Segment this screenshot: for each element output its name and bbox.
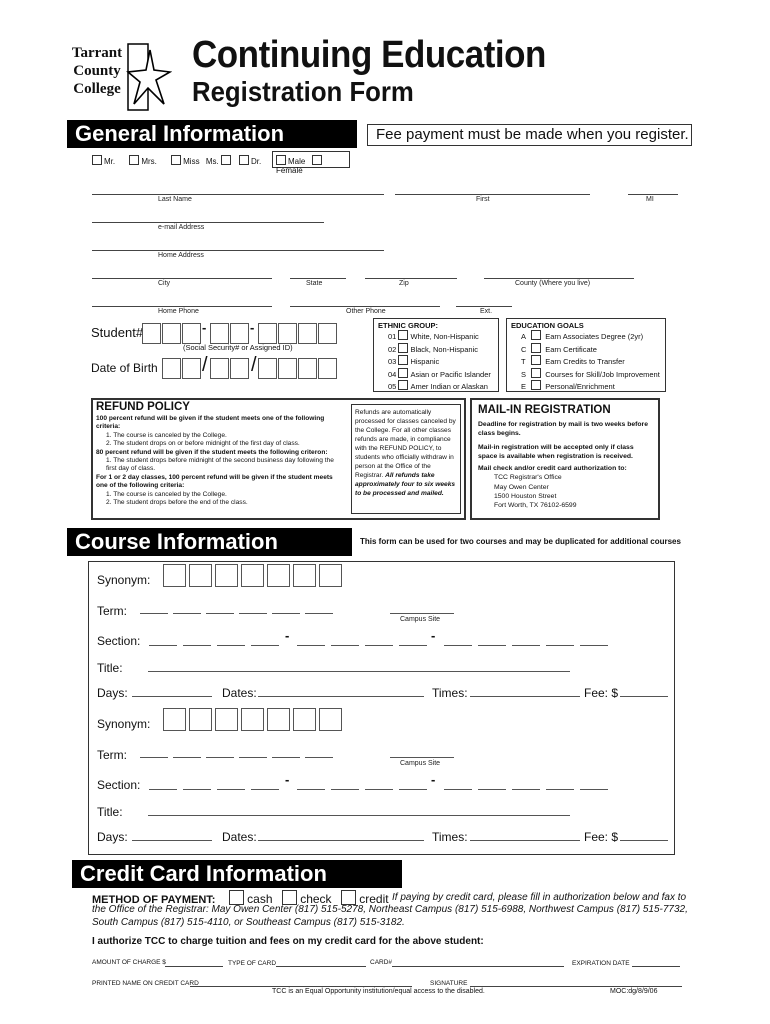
synonym-label: Synonym: — [97, 717, 151, 731]
dash-separator: - — [431, 628, 436, 643]
campus-site-field[interactable] — [390, 613, 454, 614]
days-field[interactable] — [132, 840, 212, 841]
term-field[interactable] — [206, 613, 234, 614]
course-title-field[interactable] — [148, 671, 570, 672]
ethnic-label: White, Non-Hispanic — [410, 332, 479, 341]
section-field[interactable] — [217, 645, 245, 646]
times-field[interactable] — [470, 840, 580, 841]
gender-options — [272, 151, 350, 175]
checkbox-icon — [531, 355, 541, 365]
digit-box[interactable] — [278, 323, 297, 344]
dash-separator: - — [285, 628, 290, 643]
payment-method-label: METHOD OF PAYMENT: — [92, 894, 216, 906]
mail-in-space: Mail-in registration will be accepted only if class space is available when registration is received. — [478, 443, 634, 460]
ethnic-label: Asian or Pacific Islander — [410, 369, 491, 379]
page-subtitle: Registration Form — [192, 76, 414, 107]
amount-field[interactable] — [165, 966, 223, 967]
section-field[interactable] — [546, 645, 574, 646]
section-field[interactable] — [365, 645, 393, 646]
refund-policy-line: 80 percent refund will be given if the student meets the following criteron: — [96, 448, 328, 456]
refund-side-emphasis: All refunds take approximately four to six weeks to be processed and mailed. — [355, 472, 456, 497]
synonym-digit-box[interactable] — [215, 708, 238, 731]
general-info-banner: General Information — [67, 120, 357, 148]
checkbox-icon — [239, 155, 249, 165]
checkbox-icon — [531, 330, 541, 340]
ethnic-option[interactable] — [378, 380, 494, 393]
refund-policy-line: 2. The student drops on or before midnight of the first day of class. — [106, 440, 300, 448]
section-field[interactable] — [297, 789, 325, 790]
home-address-field[interactable] — [92, 250, 384, 251]
slash-separator: / — [251, 354, 257, 376]
digit-box[interactable] — [230, 358, 249, 379]
dob-label: Date of Birth — [91, 361, 158, 375]
ethnic-option[interactable] — [378, 355, 494, 368]
term-field[interactable] — [272, 757, 300, 758]
payment-credit[interactable]: credit — [341, 892, 389, 906]
refund-policy-line: 1. The course is canceled by the College. — [106, 431, 227, 439]
logo-line-1: Tarrant — [71, 45, 123, 61]
course-title-field[interactable] — [148, 815, 570, 816]
address-line: May Owen Center — [494, 483, 549, 491]
checkbox-icon — [171, 155, 181, 165]
goal-label: Courses for Skill/Job Improvement — [545, 369, 660, 379]
checkbox-icon — [276, 155, 286, 165]
synonym-digit-box[interactable] — [293, 564, 316, 587]
city-field[interactable] — [92, 278, 272, 279]
address-line: TCC Registrar's Office — [494, 474, 562, 482]
section-field[interactable] — [217, 789, 245, 790]
times-label: Times: — [432, 686, 468, 700]
zip-label: Zip — [399, 280, 409, 287]
dates-field[interactable] — [258, 840, 424, 841]
synonym-digit-box[interactable] — [241, 564, 264, 587]
synonym-label: Synonym: — [97, 573, 151, 587]
goal-option[interactable] — [511, 355, 661, 368]
zip-field[interactable] — [365, 278, 457, 279]
payment-check[interactable]: check — [282, 892, 332, 906]
goal-code: C — [521, 344, 527, 354]
section-field[interactable] — [251, 645, 279, 646]
checkbox-icon — [398, 368, 408, 378]
fee-field[interactable] — [620, 696, 668, 697]
slash-separator: / — [202, 354, 208, 376]
refund-policy-line: 1. The course is canceled by the College. — [106, 490, 227, 498]
ethnic-code: 04 — [388, 369, 397, 379]
term-field[interactable] — [272, 613, 300, 614]
checkbox-icon — [221, 155, 231, 165]
ethnic-label: Black, Non-Hispanic — [410, 344, 478, 354]
signature-label: SIGNATURE — [430, 980, 468, 987]
section-field[interactable] — [365, 789, 393, 790]
ethnic-code: 02 — [388, 344, 397, 354]
course-note: This form can be used for two courses and may be duplicated for additional courses — [360, 537, 681, 546]
first-name-field[interactable] — [395, 194, 590, 195]
section-field[interactable] — [444, 645, 472, 646]
ethnic-group-title: ETHNIC GROUP: — [378, 321, 438, 330]
ethnic-option[interactable] — [378, 330, 494, 343]
synonym-digit-box[interactable] — [319, 564, 342, 587]
title-label: Title: — [97, 805, 123, 819]
fee-notice: Fee payment must be made when you register. — [367, 124, 692, 146]
digit-box[interactable] — [182, 358, 201, 379]
gender-male[interactable]: Male — [276, 157, 305, 166]
digit-box[interactable] — [298, 323, 317, 344]
section-field[interactable] — [399, 789, 427, 790]
digit-box[interactable] — [298, 358, 317, 379]
times-label: Times: — [432, 830, 468, 844]
dash-separator: - — [202, 320, 207, 335]
salutation-mr[interactable]: Mr. — [92, 157, 115, 166]
logo-line-2: County — [73, 63, 121, 79]
goal-label: Earn Credits to Transfer — [545, 357, 625, 367]
salutation-options — [92, 155, 261, 166]
state-label: State — [306, 280, 323, 287]
section-field[interactable] — [444, 789, 472, 790]
checkbox-icon — [92, 155, 102, 165]
goal-code: S — [521, 369, 527, 379]
printed-name-field[interactable] — [190, 986, 412, 987]
goal-code: A — [521, 332, 527, 341]
digit-box[interactable] — [142, 323, 161, 344]
salutation-ms[interactable]: Ms. — [206, 157, 233, 166]
synonym-digit-box[interactable] — [319, 708, 342, 731]
title-label: Title: — [97, 661, 123, 675]
term-field[interactable] — [239, 757, 267, 758]
checkbox-icon — [398, 380, 408, 390]
mail-in-address — [478, 473, 652, 510]
ethnic-code: 01 — [388, 332, 397, 341]
times-field[interactable] — [470, 696, 580, 697]
refund-side-box — [351, 404, 461, 514]
goal-label: Earn Certificate — [545, 344, 597, 354]
mi-label: MI — [646, 196, 654, 203]
signature-field[interactable] — [470, 986, 682, 987]
dash-separator: - — [285, 772, 290, 787]
section-field[interactable] — [478, 789, 506, 790]
digit-box[interactable] — [210, 323, 229, 344]
fee-label: Fee: $ — [584, 830, 619, 844]
checkbox-icon — [312, 155, 322, 165]
refund-policy-line: For 1 or 2 day classes, 100 percent refund will be given if the student meets one of the following criteria: — [96, 473, 333, 490]
term-label: Term: — [97, 748, 127, 762]
card-type-label: TYPE OF CARD — [228, 960, 277, 967]
section-field[interactable] — [580, 645, 608, 646]
digit-box[interactable] — [182, 323, 201, 344]
section-field[interactable] — [399, 645, 427, 646]
days-label: Days: — [97, 830, 128, 844]
synonym-digit-box[interactable] — [267, 564, 290, 587]
state-field[interactable] — [290, 278, 346, 279]
synonym-digit-box[interactable] — [267, 708, 290, 731]
checkbox-icon — [531, 368, 541, 378]
county-label: County (Where you live) — [515, 280, 591, 287]
section-label: Section: — [97, 634, 141, 648]
goal-code: T — [521, 357, 526, 367]
ethnic-label: Hispanic — [410, 357, 440, 367]
section-field[interactable] — [183, 789, 211, 790]
term-field[interactable] — [239, 613, 267, 614]
education-goals-box — [506, 318, 666, 392]
card-number-field[interactable] — [392, 966, 564, 967]
checkbox-icon — [531, 343, 541, 353]
section-label: Section: — [97, 778, 141, 792]
ethnic-option[interactable] — [378, 368, 494, 381]
refund-policy-line: 100 percent refund will be given if the student meets one of the following criteria: — [96, 415, 325, 431]
city-label: City — [158, 280, 171, 287]
synonym-digit-box[interactable] — [163, 708, 186, 731]
salutation-mrs[interactable]: Mrs. — [129, 157, 157, 166]
days-field[interactable] — [132, 696, 212, 697]
ethnic-code: 03 — [388, 357, 397, 367]
course-info-banner: Course Information — [67, 528, 352, 556]
refund-policy-line: 1. The student drops before midnight of the second business day following the first day of class. — [106, 457, 334, 473]
term-field[interactable] — [206, 757, 234, 758]
digit-box[interactable] — [258, 323, 277, 344]
dash-separator: - — [431, 772, 436, 787]
section-field[interactable] — [478, 645, 506, 646]
salutation-miss[interactable]: Miss — [171, 157, 199, 166]
goal-option[interactable] — [511, 380, 661, 393]
printed-name-label: PRINTED NAME ON CREDIT CARD — [92, 980, 199, 987]
goal-label: Personal/Enrichment — [545, 382, 615, 392]
authorize-statement: I authorize TCC to charge tuition and fees on my credit card for the above student: — [92, 936, 484, 947]
mail-in-instructions: Mail check and/or credit card authorization to: — [478, 465, 627, 473]
form-code: MOC:dg/8/9/06 — [610, 988, 658, 995]
address-line: 1500 Houston Street — [494, 493, 557, 501]
address-line: Fort Worth, TX 76102-6599 — [494, 502, 577, 510]
section-field[interactable] — [580, 789, 608, 790]
checkbox-icon — [398, 343, 408, 353]
card-type-field[interactable] — [276, 966, 366, 967]
mail-in-box — [470, 398, 660, 520]
goal-option[interactable] — [511, 368, 661, 381]
ssn-note: (Social Security# or Assigned ID) — [183, 343, 293, 352]
term-field[interactable] — [140, 757, 168, 758]
ext-field[interactable] — [456, 306, 512, 307]
eeo-statement: TCC is an Equal Opportunity institution/equal access to the disabled. — [272, 988, 485, 995]
refund-policy-title: REFUND POLICY — [96, 401, 190, 413]
refund-policy-line: 2. The student drops before the end of the class. — [106, 499, 248, 507]
page-title: Continuing Education — [192, 34, 546, 76]
campus-site-label: Campus Site — [400, 760, 441, 767]
section-field[interactable] — [331, 789, 359, 790]
gender-female[interactable]: Female — [276, 157, 324, 175]
digit-box[interactable] — [278, 358, 297, 379]
email-field[interactable] — [92, 222, 324, 223]
ethnic-option[interactable] — [378, 343, 494, 356]
checkbox-icon — [398, 330, 408, 340]
campus-site-field[interactable] — [390, 757, 454, 758]
term-field[interactable] — [140, 613, 168, 614]
student-number-label: Student# — [91, 325, 144, 340]
digit-box[interactable] — [230, 323, 249, 344]
amount-label: AMOUNT OF CHARGE $ — [92, 959, 166, 966]
section-field[interactable] — [512, 789, 540, 790]
credit-card-banner: Credit Card Information — [72, 860, 402, 888]
card-number-label: CARD# — [370, 959, 393, 966]
digit-box[interactable] — [162, 323, 181, 344]
email-label: e-mail Address — [158, 224, 205, 231]
ethnic-code: 05 — [388, 382, 397, 392]
goal-code: E — [521, 382, 527, 392]
home-phone-label: Home Phone — [158, 308, 199, 315]
days-label: Days: — [97, 686, 128, 700]
goal-option[interactable] — [511, 330, 661, 343]
synonym-digit-box[interactable] — [189, 708, 212, 731]
logo-line-3: College — [73, 81, 121, 97]
digit-box[interactable] — [210, 358, 229, 379]
goal-label: Earn Associates Degree (2yr) — [545, 332, 644, 341]
college-logo — [64, 44, 130, 98]
last-name-field[interactable] — [92, 194, 384, 195]
digit-box[interactable] — [318, 358, 337, 379]
refund-side-text: Refunds are automatically processed for classes canceled by the College. For all other classes refunds are made, in compliance with the REFUND POLICY, to students who officially withdraw in person at the Office of the Registrar. — [355, 409, 456, 479]
checkbox-icon — [398, 355, 408, 365]
dates-field[interactable] — [258, 696, 424, 697]
home-address-label: Home Address — [158, 252, 204, 259]
salutation-dr[interactable]: Dr. — [239, 157, 261, 166]
checkbox-icon — [531, 380, 541, 390]
term-field[interactable] — [305, 757, 333, 758]
synonym-digit-box[interactable] — [189, 564, 212, 587]
checkbox-icon — [129, 155, 139, 165]
digit-box[interactable] — [258, 358, 277, 379]
mail-in-deadline: Deadline for registration by mail is two weeks before class begins. — [478, 421, 648, 438]
dates-label: Dates: — [222, 686, 257, 700]
expiration-label: EXPIRATION DATE — [572, 960, 630, 967]
fee-label: Fee: $ — [584, 686, 619, 700]
payment-cash[interactable]: cash — [229, 892, 273, 906]
synonym-digit-box[interactable] — [163, 564, 186, 587]
last-name-label: Last Name — [158, 196, 192, 203]
section-field[interactable] — [149, 645, 177, 646]
section-field[interactable] — [149, 789, 177, 790]
digit-box[interactable] — [318, 323, 337, 344]
section-field[interactable] — [251, 789, 279, 790]
other-phone-label: Other Phone — [346, 308, 386, 315]
synonym-digit-box[interactable] — [215, 564, 238, 587]
other-phone-field[interactable] — [290, 306, 440, 307]
fee-field[interactable] — [620, 840, 668, 841]
dates-label: Dates: — [222, 830, 257, 844]
digit-box[interactable] — [162, 358, 181, 379]
home-phone-field[interactable] — [92, 306, 272, 307]
credit-instructions: If paying by credit card, please fill in authorization below and fax to the Office of the Registrar: May Owen Center (817) 515-5278, Northeast Campus (817) 515-6988, Northwest Campus (817) 515-7732, South Campus (817) 515-4110, or Southeast Campus (817) 515-3182. — [92, 892, 688, 928]
section-field[interactable] — [331, 645, 359, 646]
ethnic-label: Amer Indian or Alaskan — [410, 382, 488, 392]
campus-site-label: Campus Site — [400, 616, 441, 623]
expiration-field[interactable] — [632, 966, 680, 967]
county-field[interactable] — [484, 278, 634, 279]
education-goals-title: EDUCATION GOALS — [511, 321, 584, 330]
term-field[interactable] — [173, 757, 201, 758]
synonym-digit-box[interactable] — [241, 708, 264, 731]
dash-separator: - — [250, 320, 255, 335]
term-label: Term: — [97, 604, 127, 618]
refund-policy-section — [96, 400, 346, 507]
mi-field[interactable] — [628, 194, 678, 195]
section-field[interactable] — [512, 645, 540, 646]
section-field[interactable] — [546, 789, 574, 790]
synonym-digit-box[interactable] — [293, 708, 316, 731]
goal-option[interactable] — [511, 343, 661, 356]
term-field[interactable] — [173, 613, 201, 614]
section-field[interactable] — [297, 645, 325, 646]
section-field[interactable] — [183, 645, 211, 646]
first-name-label: First — [476, 196, 490, 203]
ethnic-group-box — [373, 318, 499, 392]
mail-in-title: MAIL-IN REGISTRATION — [478, 404, 611, 416]
star-logo-icon — [126, 42, 172, 118]
ext-label: Ext. — [480, 308, 493, 315]
term-field[interactable] — [305, 613, 333, 614]
